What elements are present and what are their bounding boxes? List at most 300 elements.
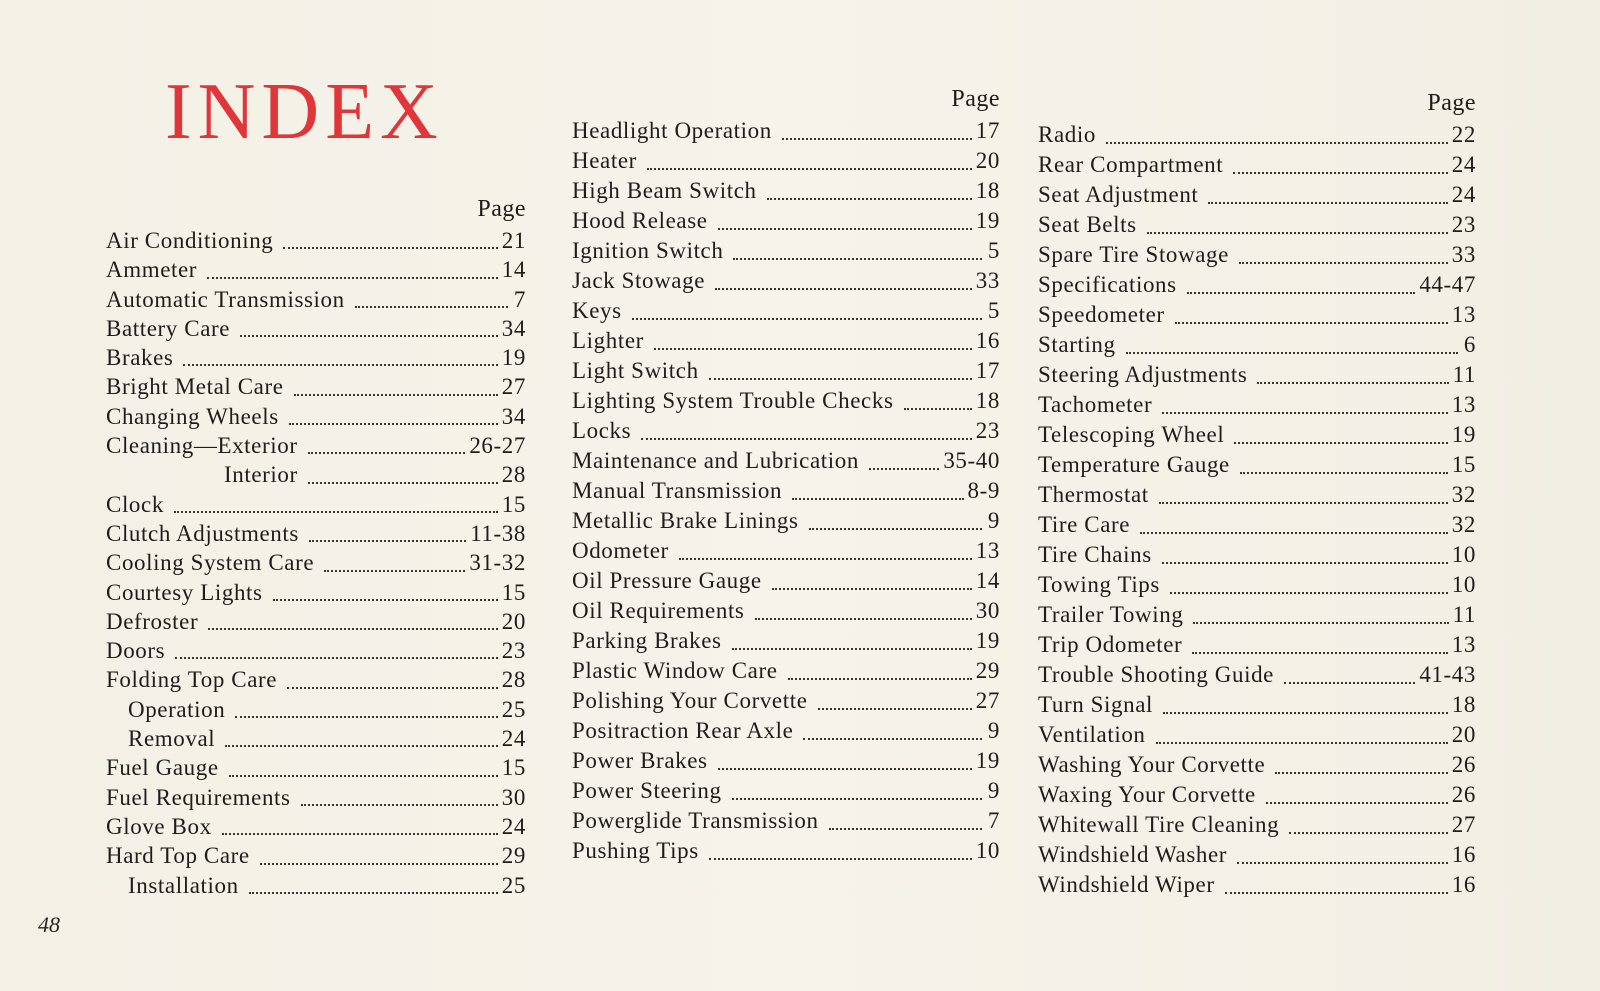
index-entry-page: 16	[975, 328, 1000, 353]
index-entry-label: Trouble Shooting Guide	[1038, 662, 1274, 687]
index-entry-label: Washing Your Corvette	[1038, 752, 1266, 777]
dot-leader	[1159, 502, 1448, 504]
index-entry-page: 18	[975, 388, 1000, 413]
index-entry-page: 30	[501, 784, 526, 810]
index-entry-page: 16	[1451, 872, 1476, 897]
dot-leader	[207, 277, 498, 279]
index-entry-label: Headlight Operation	[572, 118, 772, 143]
index-entry-page: 19	[1451, 422, 1476, 447]
index-entry	[106, 255, 526, 284]
dot-leader	[829, 828, 982, 830]
dot-leader	[1257, 382, 1448, 384]
dot-leader	[1163, 712, 1448, 714]
index-entry-page: 8-9	[967, 478, 1000, 503]
index-entry	[1038, 300, 1476, 330]
index-entry-label: Clock	[106, 491, 164, 517]
index-entry	[1038, 450, 1476, 480]
dot-leader	[782, 138, 972, 140]
index-entry-label: Positraction Rear Axle	[572, 718, 794, 743]
dot-leader	[1175, 322, 1448, 324]
dot-leader	[240, 335, 498, 337]
index-entry-label: Windshield Washer	[1038, 842, 1228, 867]
index-entry	[572, 236, 1000, 266]
index-entry	[106, 841, 526, 870]
dot-leader	[1106, 142, 1448, 144]
column-header-page: Page	[951, 86, 1000, 112]
index-entry-label: Towing Tips	[1038, 572, 1160, 597]
index-entry	[1038, 390, 1476, 420]
index-entry	[1038, 720, 1476, 750]
index-entry	[572, 716, 1000, 746]
index-entry-page: 15	[501, 579, 526, 605]
index-entry-page: 19	[975, 208, 1000, 233]
index-entry	[106, 578, 526, 607]
index-entry	[572, 386, 1000, 416]
dot-leader	[869, 468, 939, 470]
dot-leader	[1170, 592, 1448, 594]
index-entry-label: Power Brakes	[572, 748, 708, 773]
dot-leader	[679, 558, 972, 560]
dot-leader	[294, 394, 498, 396]
dot-leader	[1275, 772, 1447, 774]
index-entry-label: Battery Care	[106, 315, 231, 341]
index-entry-label: Polishing Your Corvette	[572, 688, 808, 713]
index-entry-page: 23	[501, 638, 526, 664]
index-entry-page: 9	[987, 778, 1000, 803]
index-entry	[572, 536, 1000, 566]
page-number: 48	[38, 912, 60, 937]
index-entry-page: 24	[1451, 182, 1476, 207]
index-entry-page: 44-47	[1419, 272, 1476, 297]
index-entry-page: 24	[1451, 152, 1476, 177]
index-entry	[1038, 420, 1476, 450]
index-entry-page: 33	[1451, 242, 1476, 267]
index-entry-page: 26-27	[469, 433, 526, 459]
index-entry-page: 24	[501, 726, 526, 752]
index-entry-label: Speedometer	[1038, 302, 1165, 327]
index-entry-page: 20	[501, 608, 526, 634]
dot-leader	[718, 768, 972, 770]
index-entry	[1038, 270, 1476, 300]
index-entry-page: 34	[501, 315, 526, 341]
index-entry	[572, 206, 1000, 236]
dot-leader	[249, 892, 498, 894]
dot-leader	[647, 168, 972, 170]
index-entry-page: 10	[1451, 572, 1476, 597]
index-entry-label: Automatic Transmission	[106, 286, 345, 312]
index-entry	[106, 753, 526, 782]
index-entry-page: 11	[1452, 362, 1476, 387]
dot-leader	[324, 570, 465, 572]
dot-leader	[1234, 442, 1447, 444]
dot-leader	[309, 540, 466, 542]
index-entry	[1038, 360, 1476, 390]
index-entry-label: Maintenance and Lubrication	[572, 448, 859, 473]
dot-leader	[1266, 802, 1448, 804]
index-entry-label: Manual Transmission	[572, 478, 783, 503]
dot-leader	[733, 258, 982, 260]
index-entry-page: 18	[1451, 692, 1476, 717]
index-entry-label: Parking Brakes	[572, 628, 722, 653]
index-entry-label: Ventilation	[1038, 722, 1146, 747]
index-entry-page: 26	[1451, 782, 1476, 807]
dot-leader	[183, 364, 497, 366]
index-entry-label: Light Switch	[572, 358, 699, 383]
index-entry-label: Lighting System Trouble Checks	[572, 388, 894, 413]
index-entry-page: 21	[501, 228, 526, 253]
index-entry-label: Oil Requirements	[572, 598, 745, 623]
index-entry-page: 19	[501, 345, 526, 371]
index-entry-label: High Beam Switch	[572, 178, 757, 203]
index-entry-label: Hood Release	[572, 208, 708, 233]
dot-leader	[174, 511, 498, 513]
index-entry-label: Lighter	[572, 328, 644, 353]
dot-leader	[308, 452, 466, 454]
index-entry-page: 5	[987, 238, 1000, 263]
index-entry-label: Plastic Window Care	[572, 658, 778, 683]
dot-leader	[732, 648, 972, 650]
dot-leader	[289, 423, 498, 425]
index-entry-page: 29	[501, 843, 526, 869]
index-entry	[572, 746, 1000, 776]
index-entry-label: Tire Chains	[1038, 542, 1152, 567]
index-entry	[572, 506, 1000, 536]
index-entry	[572, 776, 1000, 806]
index-entry	[106, 402, 526, 431]
dot-leader	[632, 318, 982, 320]
index-entry-label: Powerglide Transmission	[572, 808, 819, 833]
index-entry	[1038, 120, 1476, 150]
index-entry	[106, 871, 526, 900]
index-entry-page: 11-38	[470, 520, 526, 546]
index-entry	[106, 460, 526, 489]
dot-leader	[1147, 232, 1448, 234]
index-entry-page: 27	[975, 688, 1000, 713]
dot-leader	[1233, 172, 1448, 174]
index-entry-page: 19	[975, 628, 1000, 653]
dot-leader	[709, 858, 972, 860]
index-entry-page: 41-43	[1419, 662, 1476, 687]
index-entry-label: Operation	[128, 696, 226, 722]
index-entry-page: 25	[501, 872, 526, 898]
index-entry-page: 33	[975, 268, 1000, 293]
index-entry-page: 7	[513, 286, 526, 312]
index-entry-page: 28	[501, 667, 526, 693]
dot-leader	[229, 775, 498, 777]
index-entry-label: Doors	[106, 638, 166, 664]
index-entry-page: 23	[975, 418, 1000, 443]
index-entry	[1038, 840, 1476, 870]
index-entry-page: 15	[501, 755, 526, 781]
dot-leader	[208, 628, 498, 630]
index-entry	[106, 665, 526, 694]
dot-leader	[1162, 562, 1448, 564]
index-entry-label: Changing Wheels	[106, 403, 279, 429]
index-entry-label: Whitewall Tire Cleaning	[1038, 812, 1280, 837]
column-header-page: Page	[477, 196, 526, 222]
index-entry-label: Glove Box	[106, 813, 212, 839]
index-entry	[1038, 330, 1476, 360]
index-entry	[572, 476, 1000, 506]
index-entry	[1038, 600, 1476, 630]
index-entry-page: 29	[975, 658, 1000, 683]
dot-leader	[1140, 532, 1448, 534]
index-entry-page: 28	[501, 462, 526, 488]
index-entry-page: 22	[1451, 122, 1476, 147]
dot-leader	[1225, 892, 1448, 894]
index-entry	[572, 296, 1000, 326]
index-entry-page: 27	[1451, 812, 1476, 837]
index-entry-page: 17	[975, 118, 1000, 143]
index-entry-label: Temperature Gauge	[1038, 452, 1230, 477]
index-entry-label: Heater	[572, 148, 637, 173]
index-entry	[106, 724, 526, 753]
dot-leader	[355, 306, 508, 308]
index-entry	[1038, 690, 1476, 720]
dot-leader	[273, 599, 498, 601]
dot-leader	[260, 863, 498, 865]
index-entry-page: 30	[975, 598, 1000, 623]
index-entry-page: 15	[1451, 452, 1476, 477]
dot-leader	[308, 482, 498, 484]
index-entry	[1038, 240, 1476, 270]
index-entry-label: Air Conditioning	[106, 228, 274, 253]
dot-leader	[287, 687, 498, 689]
index-entry-label: Telescoping Wheel	[1038, 422, 1225, 447]
index-entry	[106, 314, 526, 343]
index-entry	[572, 836, 1000, 866]
index-entry-label: Trip Odometer	[1038, 632, 1183, 657]
dot-leader	[1239, 262, 1448, 264]
index-entry-label: Bright Metal Care	[106, 374, 284, 400]
index-entry	[572, 566, 1000, 596]
index-entry-page: 16	[1451, 842, 1476, 867]
dot-leader	[654, 348, 972, 350]
dot-leader	[755, 618, 972, 620]
index-entry-label: Power Steering	[572, 778, 722, 803]
index-entry-label: Odometer	[572, 538, 669, 563]
index-entry-label: Turn Signal	[1038, 692, 1154, 717]
index-entry-label: Rear Compartment	[1038, 152, 1224, 177]
index-entry	[106, 343, 526, 372]
dot-leader	[222, 833, 498, 835]
index-entry-page: 7	[987, 808, 1000, 833]
index-entry	[572, 596, 1000, 626]
dot-leader	[283, 247, 497, 249]
index-entry-page: 9	[987, 718, 1000, 743]
dot-leader	[301, 804, 498, 806]
index-entry	[106, 226, 526, 255]
index-entry-label: Oil Pressure Gauge	[572, 568, 762, 593]
index-entry-page: 5	[987, 298, 1000, 323]
index-entry-page: 10	[1451, 542, 1476, 567]
dot-leader	[809, 528, 982, 530]
column-header-page: Page	[1427, 90, 1476, 116]
index-entry-label: Steering Adjustments	[1038, 362, 1248, 387]
index-entry	[106, 812, 526, 841]
index-entry-label: Folding Top Care	[106, 667, 278, 693]
index-column-3	[1038, 86, 1476, 900]
dot-leader	[1192, 652, 1447, 654]
index-title: INDEX	[165, 68, 444, 156]
index-entry	[572, 626, 1000, 656]
dot-leader	[732, 798, 982, 800]
index-entry-label: Seat Belts	[1038, 212, 1137, 237]
index-entry-page: 15	[501, 491, 526, 517]
index-entry	[1038, 810, 1476, 840]
index-entry-label: Brakes	[106, 345, 174, 371]
index-entry-label: Fuel Gauge	[106, 755, 219, 781]
index-entry-page: 13	[1451, 632, 1476, 657]
index-entry-page: 6	[1463, 332, 1476, 357]
index-entry-label: Trailer Towing	[1038, 602, 1184, 627]
index-entry	[1038, 630, 1476, 660]
dot-leader	[792, 498, 963, 500]
index-entry-page: 9	[987, 508, 1000, 533]
dot-leader	[1284, 682, 1415, 684]
dot-leader	[767, 198, 972, 200]
index-entry-label: Removal	[128, 726, 216, 752]
dot-leader	[1208, 202, 1447, 204]
index-entry-label: Fuel Requirements	[106, 784, 291, 810]
index-entry-label: Locks	[572, 418, 632, 443]
index-entry	[106, 431, 526, 460]
index-entry-page: 11	[1452, 602, 1476, 627]
index-entry-label: Radio	[1038, 122, 1096, 147]
index-entry-page: 25	[501, 696, 526, 722]
index-entry-label: Tachometer	[1038, 392, 1153, 417]
index-entry-label: Seat Adjustment	[1038, 182, 1199, 207]
dot-leader	[1240, 472, 1448, 474]
index-entry	[106, 695, 526, 724]
index-entry-page: 26	[1451, 752, 1476, 777]
dot-leader	[904, 408, 972, 410]
index-entry-label: Jack Stowage	[572, 268, 706, 293]
dot-leader	[1237, 862, 1448, 864]
dot-leader	[718, 228, 972, 230]
dot-leader	[641, 438, 972, 440]
dot-leader	[225, 745, 498, 747]
dot-leader	[709, 378, 972, 380]
index-entry	[572, 416, 1000, 446]
dot-leader	[235, 716, 497, 718]
index-entry-page: 23	[1451, 212, 1476, 237]
index-entry-label: Defroster	[106, 608, 199, 634]
index-entry-label: Metallic Brake Linings	[572, 508, 799, 533]
index-entry-label: Pushing Tips	[572, 838, 699, 863]
index-entry	[1038, 210, 1476, 240]
index-entry	[106, 607, 526, 636]
index-entry	[1038, 150, 1476, 180]
index-entry-label: Keys	[572, 298, 622, 323]
index-entry-page: 10	[975, 838, 1000, 863]
index-entry	[572, 656, 1000, 686]
index-entry	[1038, 570, 1476, 600]
index-entry	[106, 490, 526, 519]
dot-leader	[175, 657, 498, 659]
index-entry-page: 19	[975, 748, 1000, 773]
index-entry	[572, 176, 1000, 206]
index-entry	[1038, 510, 1476, 540]
dot-leader	[1126, 352, 1458, 354]
dot-leader	[803, 738, 982, 740]
index-entry-label: Ammeter	[106, 257, 198, 283]
index-entry	[1038, 870, 1476, 900]
index-entry-label: Cleaning—Exterior	[106, 433, 298, 459]
index-entry	[1038, 660, 1476, 690]
index-entry-page: 32	[1451, 512, 1476, 537]
index-entry-label: Starting	[1038, 332, 1116, 357]
index-entry-page: 17	[975, 358, 1000, 383]
index-entry-page: 13	[1451, 392, 1476, 417]
index-entry	[106, 636, 526, 665]
index-entry-page: 13	[1451, 302, 1476, 327]
index-entry-page: 13	[975, 538, 1000, 563]
index-entry-page: 27	[501, 374, 526, 400]
index-entry	[572, 806, 1000, 836]
index-entry-page: 18	[975, 178, 1000, 203]
index-entry-label: Courtesy Lights	[106, 579, 263, 605]
index-entry	[572, 326, 1000, 356]
index-entry	[1038, 180, 1476, 210]
index-entry-label: Clutch Adjustments	[106, 520, 299, 546]
index-entry-label: Ignition Switch	[572, 238, 724, 263]
index-entry	[572, 146, 1000, 176]
index-entry	[106, 519, 526, 548]
index-entry-page: 31-32	[469, 550, 526, 576]
index-column-2	[572, 82, 1000, 866]
index-entry-label: Tire Care	[1038, 512, 1131, 537]
dot-leader	[788, 678, 972, 680]
index-entry	[572, 686, 1000, 716]
index-entry-page: 14	[501, 257, 526, 283]
index-entry-label: Thermostat	[1038, 482, 1149, 507]
index-entry	[1038, 540, 1476, 570]
dot-leader	[1156, 742, 1448, 744]
index-entry-label: Cooling System Care	[106, 550, 315, 576]
index-entry-label: Windshield Wiper	[1038, 872, 1215, 897]
index-entry-label: Installation	[128, 872, 239, 898]
index-entry-label: Interior	[224, 462, 298, 488]
index-entry	[1038, 750, 1476, 780]
index-entry-label: Specifications	[1038, 272, 1177, 297]
index-entry-page: 20	[975, 148, 1000, 173]
index-entry	[1038, 480, 1476, 510]
index-entry	[572, 356, 1000, 386]
index-entry	[106, 372, 526, 401]
index-entry-page: 35-40	[943, 448, 1000, 473]
dot-leader	[1289, 832, 1448, 834]
index-entry-label: Waxing Your Corvette	[1038, 782, 1256, 807]
index-entry	[572, 116, 1000, 146]
index-entry	[106, 548, 526, 577]
index-entry-page: 14	[975, 568, 1000, 593]
index-entry-page: 24	[501, 813, 526, 839]
dot-leader	[818, 708, 972, 710]
index-column-1	[106, 192, 526, 900]
index-entry	[106, 285, 526, 314]
index-entry-label: Spare Tire Stowage	[1038, 242, 1229, 267]
dot-leader	[772, 588, 972, 590]
index-entry-page: 32	[1451, 482, 1476, 507]
index-entry	[572, 266, 1000, 296]
dot-leader	[1193, 622, 1448, 624]
index-entry-page: 34	[501, 403, 526, 429]
dot-leader	[715, 288, 972, 290]
index-entry	[106, 783, 526, 812]
index-entry	[1038, 780, 1476, 810]
dot-leader	[1187, 292, 1416, 294]
